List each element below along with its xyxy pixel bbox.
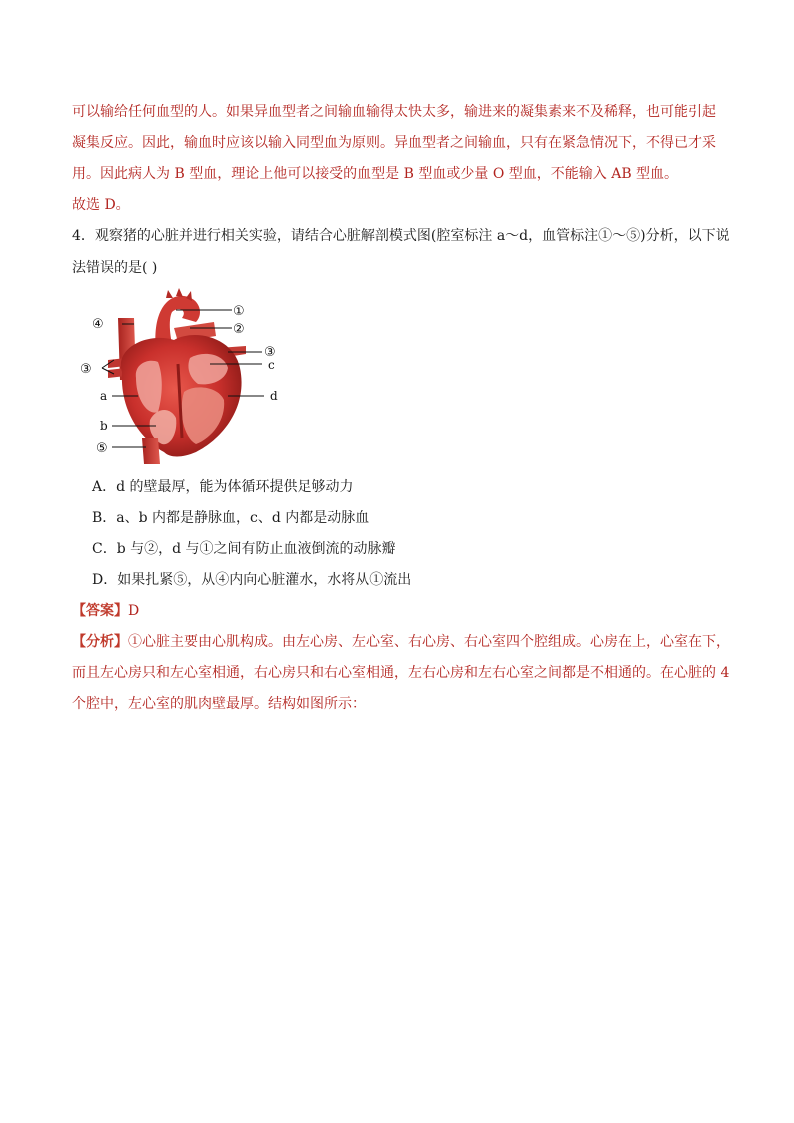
label-chamber-d: d xyxy=(270,389,278,403)
option-c: C．b 与②，d 与①之间有防止血液倒流的动脉瓣 xyxy=(92,541,396,557)
analysis-tag: 【分析】 xyxy=(72,634,128,650)
option-b: B．a、b 内都是静脉血，c、d 内都是动脉血 xyxy=(92,510,370,526)
analysis-line-3: 个腔中，左心室的肌肉壁最厚。结构如图所示： xyxy=(72,696,366,712)
label-vessel-3-right: ③ xyxy=(264,345,276,360)
explanation-line-3: 用。因此病人为 B 型血，理论上他可以接受的血型是 B 型血或少量 O 型血，不能输入 AB 型血。 xyxy=(72,166,679,182)
option-a: A．d 的壁最厚，能为体循环提供足够动力 xyxy=(92,479,354,495)
answer-line xyxy=(72,601,139,621)
option-d: D．如果扎紧⑤，从④内向心脏灌水，水将从①流出 xyxy=(92,572,412,588)
label-vessel-1: ① xyxy=(233,304,245,319)
label-vessel-4: ④ xyxy=(92,317,104,332)
analysis-line-1 xyxy=(72,632,730,652)
answer-value: D xyxy=(128,603,140,619)
analysis-line-2: 而且左心房只和左心室相通，右心房只和右心室相通，左右心房和左右心室之间都是不相通的。在心脏的 4 xyxy=(72,665,730,681)
label-chamber-a: a xyxy=(100,389,108,403)
label-chamber-b: b xyxy=(100,419,108,433)
explanation-line-4: 故选 D。 xyxy=(72,197,130,213)
label-chamber-c: c xyxy=(268,358,275,372)
label-vessel-5: ⑤ xyxy=(96,441,108,456)
label-vessel-3-left: ③ xyxy=(80,362,92,377)
explanation-line-1: 可以输给任何血型的人。如果异血型者之间输血输得太快太多，输进来的凝集素来不及稀释，也可能引起 xyxy=(72,104,716,120)
label-vessel-2: ② xyxy=(233,322,245,337)
question-line-1: 4．观察猪的心脏并进行相关实验，请结合心脏解剖模式图(腔室标注 a～d，血管标注①～⑤)分析，以下说 xyxy=(72,228,730,244)
answer-tag: 【答案】 xyxy=(72,603,128,619)
analysis-text-1: ①心脏主要由心肌构成。由左心房、左心室、右心房、右心室四个腔组成。心房在上，心室在下， xyxy=(128,634,730,650)
heart-diagram xyxy=(78,288,296,464)
question-line-2: 法错误的是( ) xyxy=(72,260,158,276)
explanation-line-2: 凝集反应。因此，输血时应该以输入同型血为原则。异血型者之间输血，只有在紧急情况下，不得已才采 xyxy=(72,135,716,151)
